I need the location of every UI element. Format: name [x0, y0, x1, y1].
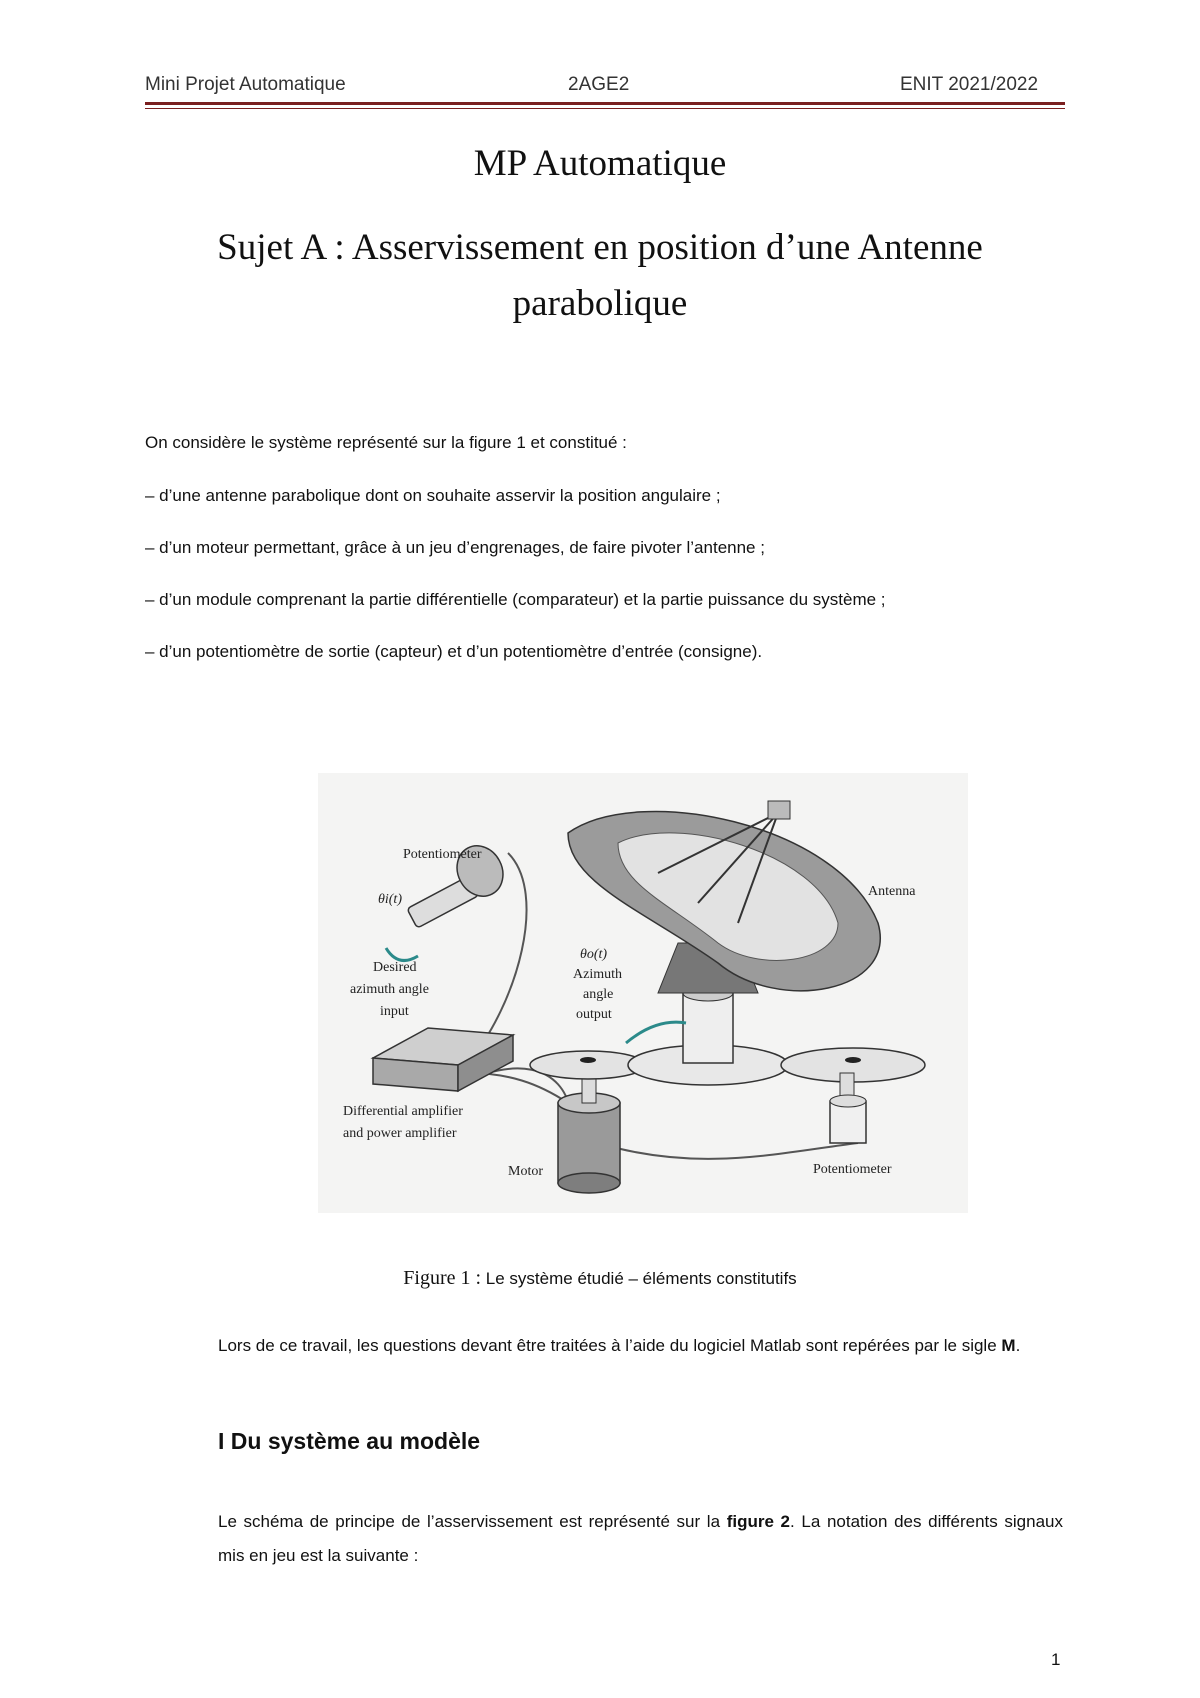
paragraph-text: . La notation des différents signaux mis en jeu est la suivante :: [218, 1512, 1063, 1565]
label-amplifier: Differential amplifier: [343, 1104, 463, 1119]
label-desired: input: [380, 1004, 409, 1019]
rotation-arrow-icon: [386, 948, 418, 961]
antenna-dish-icon: [568, 801, 880, 991]
section-heading: I Du système au modèle: [218, 1428, 481, 1454]
header-center: 2AGE2: [568, 74, 630, 95]
paragraph-matlab: [218, 1329, 1063, 1363]
header-left: Mini Projet Automatique: [145, 74, 346, 95]
antenna-system-illustration: [318, 773, 968, 1213]
rotation-arrow-icon: [626, 1022, 686, 1043]
bullet-item: – d’un module comprenant la partie différentielle (comparateur) et la partie puissance du système ;: [145, 590, 886, 609]
label-desired: Desired: [373, 960, 417, 975]
bullet-item: – d’une antenne parabolique dont on souhaite asservir la position angulaire ;: [145, 486, 721, 505]
label-azimuth: output: [576, 1007, 612, 1022]
label-antenna: Antenna: [868, 884, 916, 899]
figure-reference: figure 2: [726, 1512, 791, 1531]
page-number: 1: [1051, 1650, 1061, 1669]
figure-caption-label: Figure 1 :: [403, 1267, 482, 1289]
label-motor: Motor: [508, 1164, 543, 1179]
label-azimuth: angle: [583, 987, 614, 1002]
intro-text: On considère le système représenté sur la figure 1 et constitué :: [145, 433, 627, 452]
figure-caption: [0, 1267, 1200, 1290]
header-rule-thin: [145, 108, 1065, 109]
page-subtitle: Sujet A : Asservissement en position d’une Antenne parabolique: [217, 227, 983, 324]
paragraph-schema: [218, 1505, 1063, 1573]
amplifier-box-icon: [373, 1028, 513, 1091]
paragraph-text: Lors de ce travail, les questions devant être traitées à l’aide du logiciel Matlab sont repérées par le sigle: [218, 1336, 1002, 1355]
antenna-system-figure: [318, 773, 968, 1213]
figure-caption-text: Le système étudié – éléments constitutifs: [481, 1269, 797, 1288]
label-theta-output: θo(t): [580, 947, 608, 962]
cable: [598, 1143, 858, 1159]
output-potentiometer-icon: [830, 1073, 866, 1143]
paragraph-end: .: [1015, 1336, 1021, 1355]
header-rule: [145, 102, 1065, 105]
header-right: ENIT 2021/2022: [900, 74, 1039, 95]
page-title: MP Automatique: [473, 143, 727, 184]
label-azimuth: Azimuth: [573, 967, 622, 982]
bullet-item: – d’un moteur permettant, grâce à un jeu d’engrenages, de faire pivoter l’antenne ;: [145, 538, 765, 557]
paragraph-text: Le schéma de principe de l’asservissement est représenté sur la: [218, 1512, 727, 1531]
motor-icon: [558, 1073, 620, 1193]
sigle-m: M: [1001, 1336, 1016, 1355]
label-potentiometer-bottom: Potentiometer: [813, 1162, 892, 1177]
label-desired: azimuth angle: [350, 982, 429, 997]
label-theta-input: θi(t): [378, 892, 402, 907]
label-amplifier: and power amplifier: [343, 1126, 457, 1141]
label-potentiometer-top: Potentiometer: [403, 847, 482, 862]
bullet-item: – d’un potentiomètre de sortie (capteur) et d’un potentiomètre d’entrée (consigne).: [145, 642, 763, 661]
